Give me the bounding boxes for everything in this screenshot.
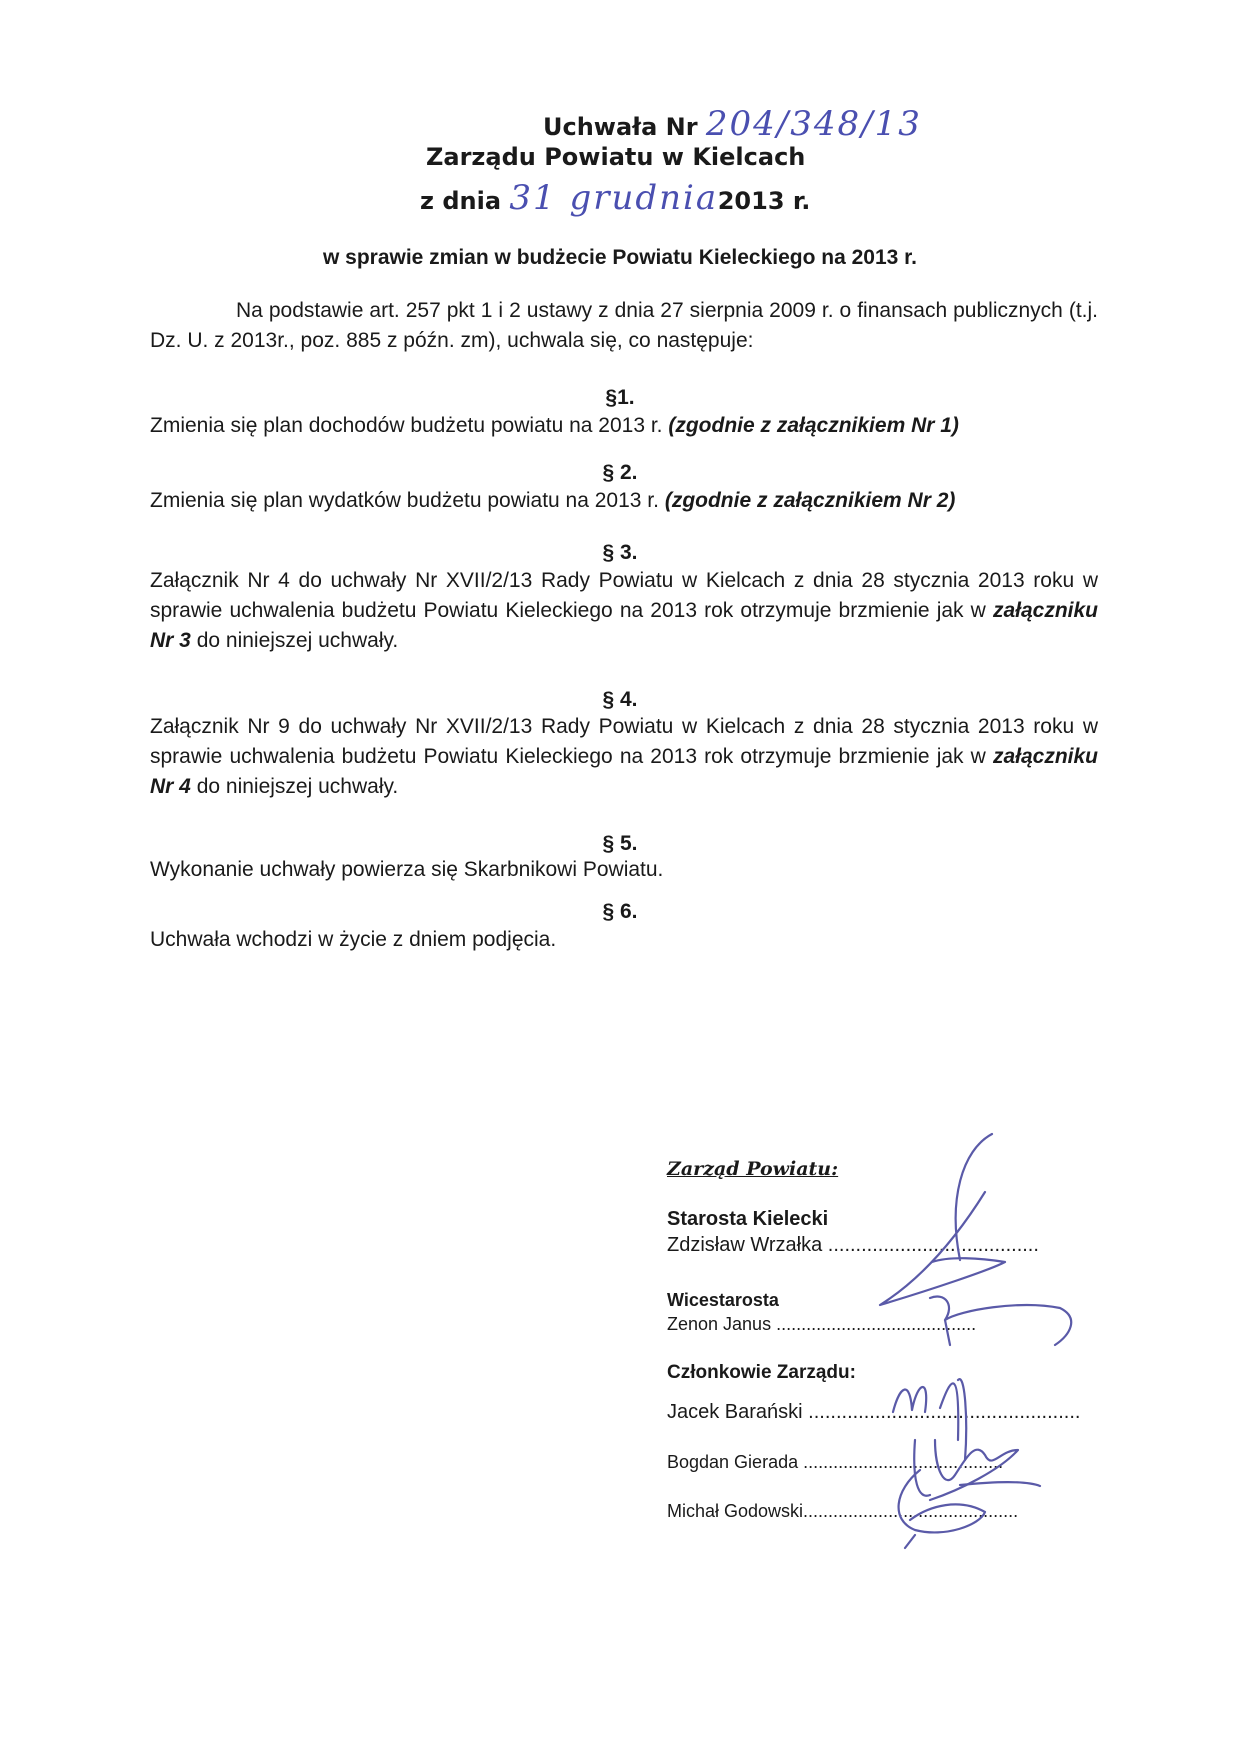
section-4-attachment-ref: załączniku Nr 4 xyxy=(150,745,1098,798)
resolution-subject: w sprawie zmian w budżecie Powiatu Kieleckiego na 2013 r. xyxy=(322,246,918,269)
member-godowski: Michał Godowski........................................... xyxy=(667,1501,1019,1521)
section-6-label: § 6. xyxy=(602,900,638,923)
section-2-label: § 2. xyxy=(602,461,638,484)
section-3-label: § 3. xyxy=(602,541,638,564)
section-4-label: § 4. xyxy=(602,688,638,711)
section-1-body: Zmienia się plan dochodów budżetu powiatu na 2013 r. xyxy=(150,414,663,437)
section-5-text: Wykonanie uchwały powierza się Skarbnikowi Powiatu. xyxy=(150,858,664,881)
starosta-name: Zdzisław Wrzałka ...................................... xyxy=(667,1234,1039,1256)
section-1-label: §1. xyxy=(605,386,635,409)
date-year: 2013 r. xyxy=(717,187,811,215)
date-prefix: z dnia xyxy=(420,187,502,215)
section-2-attachment-ref: (zgodnie z załącznikiem Nr 2) xyxy=(664,489,956,512)
starosta-role: Starosta Kielecki xyxy=(667,1208,829,1230)
section-3-attachment-ref: załączniku Nr 3 xyxy=(150,599,1098,652)
section-2-body: Zmienia się plan wydatków budżetu powiatu na 2013 r. xyxy=(150,489,659,512)
resolution-title xyxy=(543,104,922,144)
section-6-text: Uchwała wchodzi w życie z dniem podjęcia. xyxy=(150,928,557,951)
preamble-paragraph: Na podstawie art. 257 pkt 1 i 2 ustawy z dnia 27 sierpnia 2009 r. o finansach publicznych (t.j. Dz. U. z 2013r., poz. 885 z późn. zm), uchwala się, co następuje: xyxy=(150,299,1098,352)
section-3-body: Załącznik Nr 4 do uchwały Nr XVII/2/13 Rady Powiatu w Kielcach z dnia 28 stycznia 2013 roku w sprawie uchwalenia budżetu Powiatu Kieleckiego na 2013 rok otrzymuje brzmienie jak w xyxy=(150,569,1098,622)
title-prefix: Uchwała Nr xyxy=(543,113,698,141)
section-3-paragraph xyxy=(150,566,1098,656)
board-members-role: Członkowie Zarządu: xyxy=(667,1362,856,1383)
member-barański: Jacek Barański ................................................. xyxy=(667,1401,1081,1423)
section-1-attachment-ref: (zgodnie z załącznikiem Nr 1) xyxy=(668,414,959,437)
starosta-signature xyxy=(880,1134,1005,1305)
section-5-label: § 5. xyxy=(602,832,638,855)
section-3-tail: do niniejszej uchwały. xyxy=(196,629,399,652)
handwritten-date: 31 grudnia xyxy=(509,178,719,218)
section-4-body: Załącznik Nr 9 do uchwały Nr XVII/2/13 Rady Powiatu w Kielcach z dnia 28 stycznia 2013 roku w sprawie uchwalenia budżetu Powiatu Kieleckiego na 2013 rok otrzymuje brzmienie jak w xyxy=(150,715,1098,768)
member-gierada: Bogdan Gierada ........................................ xyxy=(667,1452,1004,1472)
section-4-tail: do niniejszej uchwały. xyxy=(196,775,399,798)
section-4-paragraph xyxy=(150,712,1098,802)
signature-heading: Zarząd Powiatu: xyxy=(667,1158,839,1180)
section-2-text xyxy=(150,489,955,513)
handwritten-resolution-number: 204/348/13 xyxy=(705,104,922,144)
wicestarosta-role: Wicestarosta xyxy=(667,1290,779,1310)
board-name: Zarządu Powiatu w Kielcach xyxy=(426,143,806,171)
resolution-date xyxy=(420,178,810,218)
section-1-text xyxy=(150,414,959,438)
wicestarosta-name: Zenon Janus ........................................ xyxy=(667,1314,977,1334)
